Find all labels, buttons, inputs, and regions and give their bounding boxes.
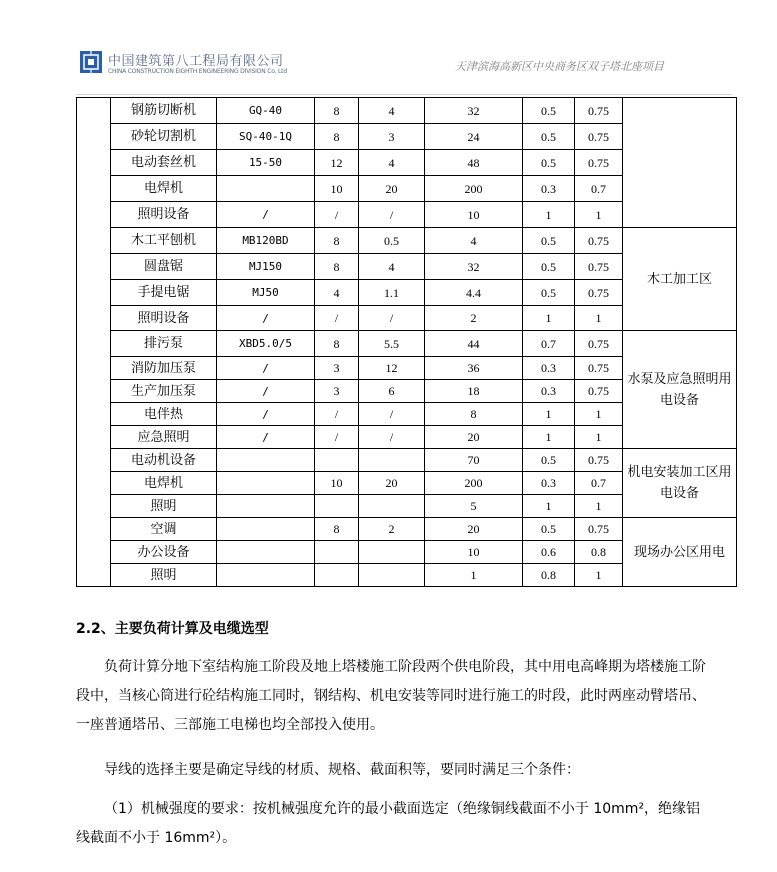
quantity-cell: [315, 564, 359, 587]
quantity-cell: 3: [315, 380, 359, 403]
power-factor-cell: 1: [575, 306, 623, 331]
total-power-cell: 48: [425, 150, 523, 176]
table-row: [77, 449, 737, 472]
total-power-cell: 4: [425, 228, 523, 254]
quantity-cell: 3: [315, 357, 359, 380]
model-cell: /: [217, 380, 315, 403]
unit-power-cell: [359, 449, 425, 472]
demand-factor-cell: 0.5: [523, 254, 575, 280]
model-cell: 15-50: [217, 150, 315, 176]
quantity-cell: 8: [315, 518, 359, 541]
unit-power-cell: 5.5: [359, 331, 425, 357]
total-power-cell: 1: [425, 564, 523, 587]
unit-power-cell: 20: [359, 472, 425, 495]
unit-power-cell: 2: [359, 518, 425, 541]
quantity-cell: 12: [315, 150, 359, 176]
quantity-cell: /: [315, 426, 359, 449]
quantity-cell: 8: [315, 124, 359, 150]
equipment-name-cell: 电焊机: [111, 472, 217, 495]
table-row: [77, 331, 737, 357]
demand-factor-cell: 0.5: [523, 150, 575, 176]
work-area-cell: [623, 98, 737, 228]
company-name-cn: 中国建筑第八工程局有限公司: [108, 54, 284, 69]
unit-power-cell: 4: [359, 254, 425, 280]
equipment-name-cell: 空调: [111, 518, 217, 541]
model-cell: MJ50: [217, 280, 315, 306]
unit-power-cell: 4: [359, 150, 425, 176]
model-cell: [217, 495, 315, 518]
equipment-name-cell: 电动机设备: [111, 449, 217, 472]
equipment-name-cell: 圆盘锯: [111, 254, 217, 280]
index-column-cell: [77, 98, 111, 587]
demand-factor-cell: 1: [523, 306, 575, 331]
power-factor-cell: 0.7: [575, 176, 623, 202]
unit-power-cell: 20: [359, 176, 425, 202]
model-cell: MJ150: [217, 254, 315, 280]
quantity-cell: /: [315, 403, 359, 426]
quantity-cell: [315, 449, 359, 472]
model-cell: SQ-40-1Q: [217, 124, 315, 150]
total-power-cell: 10: [425, 541, 523, 564]
equipment-name-cell: 手提电锯: [111, 280, 217, 306]
demand-factor-cell: 0.5: [523, 518, 575, 541]
equipment-name-cell: 木工平刨机: [111, 228, 217, 254]
cscec-logo-icon: [80, 51, 102, 73]
demand-factor-cell: 0.3: [523, 380, 575, 403]
unit-power-cell: 0.5: [359, 228, 425, 254]
model-cell: XBD5.0/5: [217, 331, 315, 357]
total-power-cell: 32: [425, 98, 523, 124]
equipment-name-cell: 照明: [111, 495, 217, 518]
model-cell: GQ-40: [217, 98, 315, 124]
table-row: [77, 228, 737, 254]
power-factor-cell: 0.75: [575, 98, 623, 124]
total-power-cell: 2: [425, 306, 523, 331]
demand-factor-cell: 0.5: [523, 449, 575, 472]
power-factor-cell: 0.75: [575, 124, 623, 150]
power-factor-cell: 0.75: [575, 254, 623, 280]
work-area-cell: 机电安装加工区用电设备: [623, 449, 737, 518]
unit-power-cell: 3: [359, 124, 425, 150]
demand-factor-cell: 0.3: [523, 472, 575, 495]
model-cell: [217, 541, 315, 564]
equipment-name-cell: 电动套丝机: [111, 150, 217, 176]
power-factor-cell: 0.75: [575, 331, 623, 357]
unit-power-cell: 1.1: [359, 280, 425, 306]
model-cell: /: [217, 403, 315, 426]
demand-factor-cell: 1: [523, 403, 575, 426]
quantity-cell: 4: [315, 280, 359, 306]
unit-power-cell: /: [359, 426, 425, 449]
total-power-cell: 8: [425, 403, 523, 426]
header-divider: [76, 94, 732, 95]
power-factor-cell: 1: [575, 403, 623, 426]
quantity-cell: [315, 541, 359, 564]
total-power-cell: 20: [425, 518, 523, 541]
demand-factor-cell: 1: [523, 495, 575, 518]
unit-power-cell: /: [359, 202, 425, 228]
unit-power-cell: [359, 564, 425, 587]
unit-power-cell: /: [359, 306, 425, 331]
model-cell: /: [217, 202, 315, 228]
demand-factor-cell: 0.5: [523, 228, 575, 254]
power-factor-cell: 1: [575, 495, 623, 518]
total-power-cell: 20: [425, 426, 523, 449]
equipment-name-cell: 消防加压泵: [111, 357, 217, 380]
model-cell: [217, 564, 315, 587]
total-power-cell: 18: [425, 380, 523, 403]
total-power-cell: 44: [425, 331, 523, 357]
demand-factor-cell: 0.5: [523, 280, 575, 306]
equipment-name-cell: 照明设备: [111, 202, 217, 228]
section-heading: 2.2、主要负荷计算及电缆选型: [76, 621, 269, 637]
demand-factor-cell: 0.6: [523, 541, 575, 564]
power-factor-cell: 1: [575, 426, 623, 449]
model-cell: [217, 176, 315, 202]
equipment-name-cell: 办公设备: [111, 541, 217, 564]
unit-power-cell: 12: [359, 357, 425, 380]
power-factor-cell: 0.8: [575, 541, 623, 564]
model-cell: /: [217, 426, 315, 449]
total-power-cell: 200: [425, 472, 523, 495]
unit-power-cell: [359, 541, 425, 564]
model-cell: /: [217, 306, 315, 331]
total-power-cell: 32: [425, 254, 523, 280]
unit-power-cell: /: [359, 403, 425, 426]
demand-factor-cell: 0.7: [523, 331, 575, 357]
model-cell: /: [217, 357, 315, 380]
equipment-name-cell: 排污泵: [111, 331, 217, 357]
equipment-name-cell: 应急照明: [111, 426, 217, 449]
demand-factor-cell: 0.3: [523, 176, 575, 202]
equipment-name-cell: 电焊机: [111, 176, 217, 202]
quantity-cell: 8: [315, 254, 359, 280]
demand-factor-cell: 1: [523, 202, 575, 228]
equipment-name-cell: 照明: [111, 564, 217, 587]
total-power-cell: 200: [425, 176, 523, 202]
work-area-cell: 现场办公区用电: [623, 518, 737, 587]
demand-factor-cell: 0.5: [523, 124, 575, 150]
equipment-name-cell: 电伴热: [111, 403, 217, 426]
unit-power-cell: 6: [359, 380, 425, 403]
power-factor-cell: 1: [575, 564, 623, 587]
demand-factor-cell: 0.5: [523, 98, 575, 124]
paragraph: （1）机械强度的要求：按机械强度允许的最小截面选定（绝缘铜线截面不小于 10mm²，绝缘铝线截面不小于 16mm²）。: [76, 801, 701, 846]
power-factor-cell: 0.75: [575, 150, 623, 176]
quantity-cell: /: [315, 202, 359, 228]
demand-factor-cell: 0.8: [523, 564, 575, 587]
total-power-cell: 24: [425, 124, 523, 150]
model-cell: [217, 472, 315, 495]
quantity-cell: 8: [315, 228, 359, 254]
work-area-cell: 水泵及应急照明用电设备: [623, 331, 737, 449]
unit-power-cell: [359, 495, 425, 518]
table-row: [77, 518, 737, 541]
power-factor-cell: 0.75: [575, 518, 623, 541]
total-power-cell: 10: [425, 202, 523, 228]
total-power-cell: 70: [425, 449, 523, 472]
quantity-cell: 10: [315, 472, 359, 495]
project-name: 天津滨海高新区中央商务区双子塔北座项目: [455, 60, 664, 73]
power-factor-cell: 0.75: [575, 280, 623, 306]
equipment-name-cell: 照明设备: [111, 306, 217, 331]
equipment-load-table: [76, 97, 737, 587]
paragraph: 负荷计算分地下室结构施工阶段及地上塔楼施工阶段两个供电阶段，其中用电高峰期为塔楼施工阶段中，当核心筒进行砼结构施工同时，钢结构、机电安装等同时进行施工的时段，此时两座动臂塔吊、一座普通塔吊、三部施工电梯也均全部投入使用。: [76, 659, 706, 733]
paragraph: 导线的选择主要是确定导线的材质、规格、截面积等，要同时满足三个条件：: [104, 762, 580, 778]
power-factor-cell: 0.75: [575, 380, 623, 403]
equipment-name-cell: 砂轮切割机: [111, 124, 217, 150]
power-factor-cell: 0.7: [575, 472, 623, 495]
power-factor-cell: 0.75: [575, 228, 623, 254]
demand-factor-cell: 0.3: [523, 357, 575, 380]
model-cell: [217, 449, 315, 472]
power-factor-cell: 1: [575, 202, 623, 228]
power-factor-cell: 0.75: [575, 449, 623, 472]
table-row: [77, 98, 737, 124]
equipment-name-cell: 生产加压泵: [111, 380, 217, 403]
quantity-cell: 8: [315, 331, 359, 357]
unit-power-cell: 4: [359, 98, 425, 124]
total-power-cell: 5: [425, 495, 523, 518]
quantity-cell: 8: [315, 98, 359, 124]
model-cell: MB120BD: [217, 228, 315, 254]
company-name-en: CHINA CONSTRUCTION EIGHTH ENGINEERING DIVISION Co. Ltd: [108, 68, 287, 75]
work-area-cell: 木工加工区: [623, 228, 737, 331]
page-header: [0, 0, 777, 95]
model-cell: [217, 518, 315, 541]
quantity-cell: /: [315, 306, 359, 331]
power-factor-cell: 0.75: [575, 357, 623, 380]
total-power-cell: 4.4: [425, 280, 523, 306]
total-power-cell: 36: [425, 357, 523, 380]
quantity-cell: 10: [315, 176, 359, 202]
quantity-cell: [315, 495, 359, 518]
equipment-name-cell: 钢筋切断机: [111, 98, 217, 124]
demand-factor-cell: 1: [523, 426, 575, 449]
